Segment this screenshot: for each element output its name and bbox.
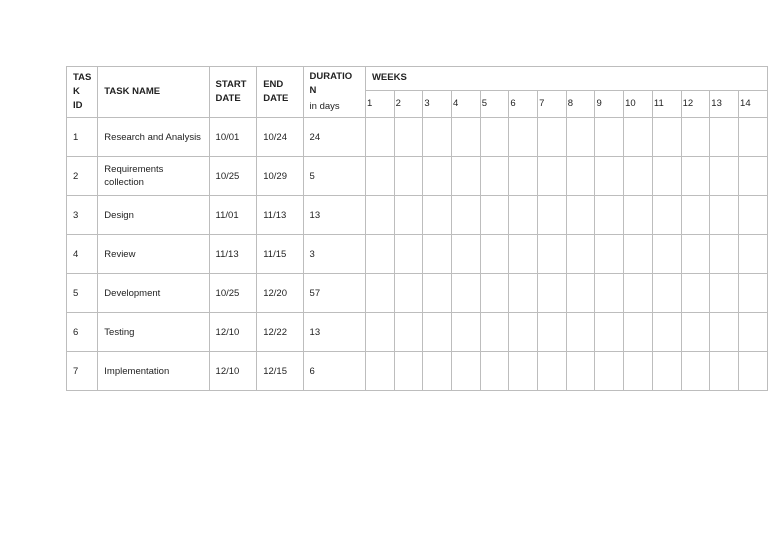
table-row bbox=[67, 274, 768, 313]
task-duration-cell: 24 bbox=[303, 118, 365, 157]
task-name-cell: Development bbox=[98, 274, 209, 313]
week-cell bbox=[739, 118, 768, 157]
week-cell bbox=[423, 352, 452, 391]
week-cell bbox=[652, 274, 681, 313]
week-cell bbox=[509, 235, 538, 274]
week-number: 8 bbox=[566, 91, 595, 118]
week-cell bbox=[394, 235, 423, 274]
task-start-cell: 10/25 bbox=[209, 274, 257, 313]
task-start-cell: 11/01 bbox=[209, 196, 257, 235]
week-cell bbox=[480, 196, 509, 235]
week-cell bbox=[452, 352, 481, 391]
week-cell bbox=[509, 157, 538, 196]
week-cell bbox=[710, 235, 739, 274]
week-cell bbox=[624, 157, 653, 196]
week-cell bbox=[739, 352, 768, 391]
header-duration-label: DURATIO N bbox=[309, 71, 353, 96]
week-cell bbox=[538, 235, 567, 274]
week-cell bbox=[480, 157, 509, 196]
week-number: 7 bbox=[538, 91, 567, 118]
week-cell bbox=[394, 157, 423, 196]
week-cell bbox=[480, 313, 509, 352]
week-cell bbox=[624, 118, 653, 157]
task-end-cell: 11/15 bbox=[257, 235, 303, 274]
week-cell bbox=[595, 274, 624, 313]
header-task-id: TAS K ID bbox=[67, 67, 98, 118]
week-cell bbox=[538, 118, 567, 157]
week-cell bbox=[739, 235, 768, 274]
week-cell bbox=[652, 235, 681, 274]
week-number: 1 bbox=[365, 91, 394, 118]
week-cell bbox=[710, 196, 739, 235]
week-cell bbox=[423, 235, 452, 274]
task-start-cell: 12/10 bbox=[209, 352, 257, 391]
task-duration-cell: 6 bbox=[303, 352, 365, 391]
task-id-cell: 2 bbox=[67, 157, 98, 196]
week-cell bbox=[538, 313, 567, 352]
week-number: 11 bbox=[652, 91, 681, 118]
header-task-name: TASK NAME bbox=[98, 67, 209, 118]
week-cell bbox=[566, 157, 595, 196]
week-cell bbox=[652, 313, 681, 352]
week-cell bbox=[480, 352, 509, 391]
task-duration-cell: 57 bbox=[303, 274, 365, 313]
week-cell bbox=[394, 274, 423, 313]
task-name-cell: Implementation bbox=[98, 352, 209, 391]
task-name-cell: Design bbox=[98, 196, 209, 235]
week-cell bbox=[566, 313, 595, 352]
task-id-cell: 4 bbox=[67, 235, 98, 274]
week-cell bbox=[538, 352, 567, 391]
header-duration bbox=[303, 67, 365, 118]
week-cell bbox=[681, 118, 710, 157]
task-table-body bbox=[67, 118, 768, 391]
week-cell bbox=[394, 118, 423, 157]
week-cell bbox=[423, 313, 452, 352]
week-cell bbox=[365, 196, 394, 235]
week-cell bbox=[681, 157, 710, 196]
task-id-cell: 1 bbox=[67, 118, 98, 157]
week-number: 4 bbox=[452, 91, 481, 118]
task-name-cell: Requirements collection bbox=[98, 157, 209, 196]
week-cell bbox=[394, 313, 423, 352]
task-start-cell: 10/01 bbox=[209, 118, 257, 157]
week-cell bbox=[739, 196, 768, 235]
week-cell bbox=[365, 313, 394, 352]
week-number: 2 bbox=[394, 91, 423, 118]
week-number: 13 bbox=[710, 91, 739, 118]
week-cell bbox=[365, 157, 394, 196]
task-id-cell: 6 bbox=[67, 313, 98, 352]
task-id-cell: 3 bbox=[67, 196, 98, 235]
task-end-cell: 12/15 bbox=[257, 352, 303, 391]
week-cell bbox=[681, 235, 710, 274]
table-row bbox=[67, 235, 768, 274]
week-cell bbox=[365, 352, 394, 391]
week-cell bbox=[423, 118, 452, 157]
week-cell bbox=[566, 274, 595, 313]
week-cell bbox=[681, 196, 710, 235]
week-cell bbox=[423, 196, 452, 235]
week-cell bbox=[710, 274, 739, 313]
table-row bbox=[67, 352, 768, 391]
week-cell bbox=[652, 196, 681, 235]
week-number: 3 bbox=[423, 91, 452, 118]
week-cell bbox=[681, 352, 710, 391]
header-duration-unit: in days bbox=[309, 101, 340, 112]
task-duration-cell: 5 bbox=[303, 157, 365, 196]
week-cell bbox=[595, 313, 624, 352]
gantt-table bbox=[66, 66, 768, 391]
header-row bbox=[67, 67, 768, 91]
week-number: 5 bbox=[480, 91, 509, 118]
week-cell bbox=[452, 157, 481, 196]
week-cell bbox=[739, 157, 768, 196]
week-cell bbox=[566, 118, 595, 157]
task-name-cell: Research and Analysis bbox=[98, 118, 209, 157]
task-start-cell: 10/25 bbox=[209, 157, 257, 196]
week-cell bbox=[538, 274, 567, 313]
week-cell bbox=[566, 352, 595, 391]
table-row bbox=[67, 118, 768, 157]
week-cell bbox=[480, 274, 509, 313]
task-end-cell: 10/24 bbox=[257, 118, 303, 157]
week-cell bbox=[652, 118, 681, 157]
week-cell bbox=[710, 118, 739, 157]
week-cell bbox=[624, 313, 653, 352]
task-id-cell: 5 bbox=[67, 274, 98, 313]
task-end-cell: 12/22 bbox=[257, 313, 303, 352]
task-duration-cell: 13 bbox=[303, 313, 365, 352]
week-cell bbox=[595, 352, 624, 391]
week-cell bbox=[480, 118, 509, 157]
week-cell bbox=[394, 196, 423, 235]
header-start-date: START DATE bbox=[209, 67, 257, 118]
week-number: 6 bbox=[509, 91, 538, 118]
week-cell bbox=[566, 196, 595, 235]
week-cell bbox=[423, 274, 452, 313]
week-number: 9 bbox=[595, 91, 624, 118]
week-cell bbox=[538, 196, 567, 235]
task-end-cell: 11/13 bbox=[257, 196, 303, 235]
task-duration-cell: 3 bbox=[303, 235, 365, 274]
table-row bbox=[67, 157, 768, 196]
task-name-cell: Review bbox=[98, 235, 209, 274]
task-end-cell: 12/20 bbox=[257, 274, 303, 313]
week-number: 10 bbox=[624, 91, 653, 118]
week-cell bbox=[595, 235, 624, 274]
week-cell bbox=[595, 196, 624, 235]
week-cell bbox=[509, 196, 538, 235]
week-cell bbox=[595, 157, 624, 196]
table-row bbox=[67, 313, 768, 352]
task-end-cell: 10/29 bbox=[257, 157, 303, 196]
week-cell bbox=[739, 274, 768, 313]
week-cell bbox=[452, 274, 481, 313]
week-cell bbox=[624, 274, 653, 313]
week-cell bbox=[710, 352, 739, 391]
week-cell bbox=[509, 274, 538, 313]
week-cell bbox=[452, 313, 481, 352]
task-name-cell: Testing bbox=[98, 313, 209, 352]
week-cell bbox=[452, 196, 481, 235]
week-cell bbox=[452, 235, 481, 274]
week-cell bbox=[652, 157, 681, 196]
week-cell bbox=[480, 235, 509, 274]
header-weeks: WEEKS bbox=[365, 67, 767, 91]
week-cell bbox=[509, 313, 538, 352]
week-cell bbox=[566, 235, 595, 274]
task-start-cell: 12/10 bbox=[209, 313, 257, 352]
week-cell bbox=[365, 274, 394, 313]
week-cell bbox=[624, 196, 653, 235]
header-end-date: END DATE bbox=[257, 67, 303, 118]
task-duration-cell: 13 bbox=[303, 196, 365, 235]
week-cell bbox=[365, 235, 394, 274]
week-cell bbox=[739, 313, 768, 352]
week-cell bbox=[710, 157, 739, 196]
week-cell bbox=[624, 352, 653, 391]
week-cell bbox=[624, 235, 653, 274]
week-number: 14 bbox=[739, 91, 768, 118]
week-cell bbox=[710, 313, 739, 352]
week-cell bbox=[509, 352, 538, 391]
week-cell bbox=[394, 352, 423, 391]
week-number: 12 bbox=[681, 91, 710, 118]
table-row bbox=[67, 196, 768, 235]
task-start-cell: 11/13 bbox=[209, 235, 257, 274]
week-cell bbox=[681, 313, 710, 352]
week-cell bbox=[652, 352, 681, 391]
week-cell bbox=[595, 118, 624, 157]
week-cell bbox=[681, 274, 710, 313]
week-cell bbox=[452, 118, 481, 157]
task-id-cell: 7 bbox=[67, 352, 98, 391]
week-cell bbox=[423, 157, 452, 196]
week-cell bbox=[365, 118, 394, 157]
week-cell bbox=[538, 157, 567, 196]
week-cell bbox=[509, 118, 538, 157]
